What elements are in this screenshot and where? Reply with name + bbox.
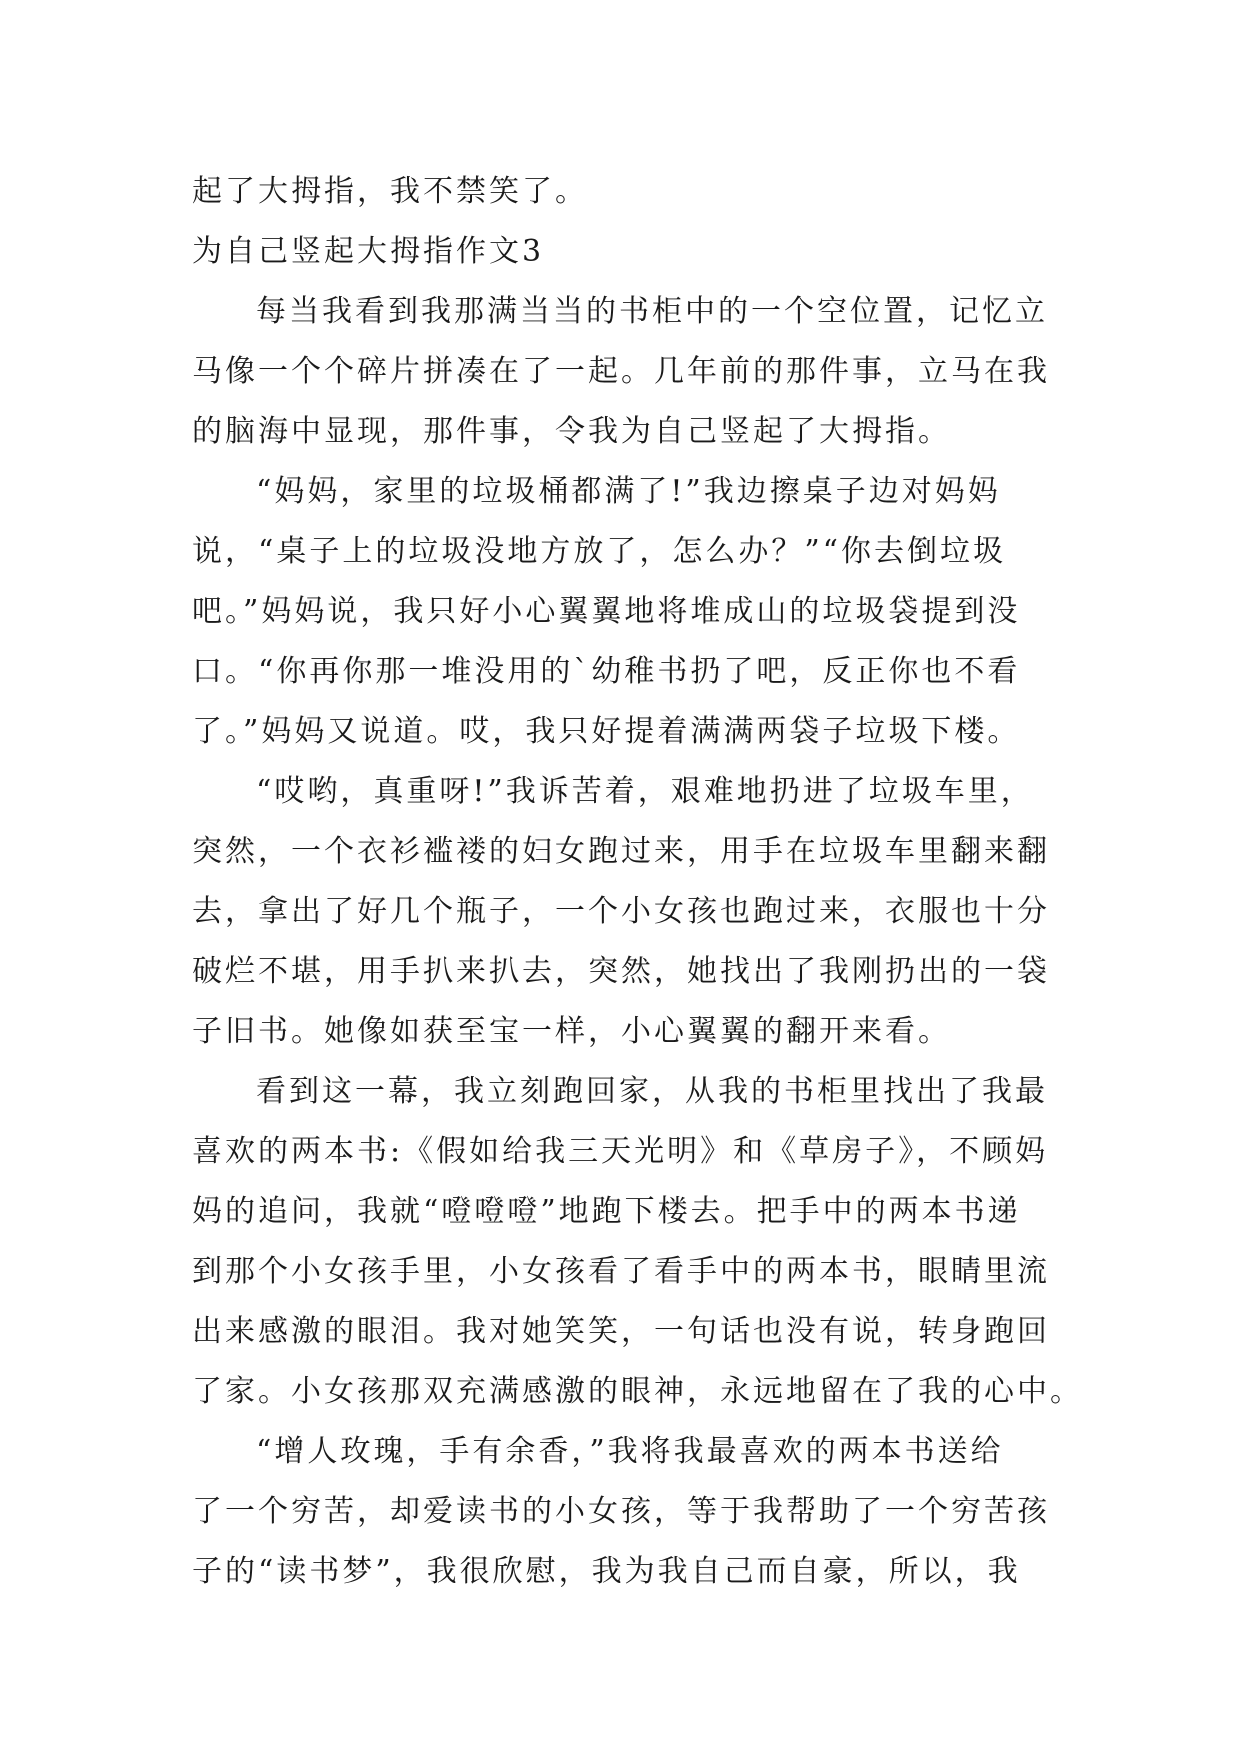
text-line: 出来感激的眼泪。我对她笑笑，一句话也没有说，转身跑回 — [192, 1314, 1050, 1349]
text-line: 突然，一个衣衫褴褛的妇女跑过来，用手在垃圾车里翻来翻 — [192, 834, 1050, 869]
text-line: “妈妈，家里的垃圾桶都满了!”我边擦桌子边对妈妈 — [256, 474, 1001, 509]
text-line: 马像一个个碎片拼凑在了一起。几年前的那件事，立马在我 — [192, 354, 1050, 389]
text-line: 看到这一幕，我立刻跑回家，从我的书柜里找出了我最 — [256, 1074, 1048, 1109]
text-line: 每当我看到我那满当当的书柜中的一个空位置，记忆立 — [256, 294, 1048, 329]
text-line: 了。”妈妈又说道。哎，我只好提着满满两袋子垃圾下楼。 — [192, 714, 1021, 749]
text-line: 到那个小女孩手里，小女孩看了看手中的两本书，眼睛里流 — [192, 1254, 1050, 1289]
text-line: 吧。”妈妈说，我只好小心翼翼地将堆成山的垃圾袋提到没 — [192, 594, 1021, 629]
text-line: 破烂不堪，用手扒来扒去，突然，她找出了我刚扔出的一袋 — [192, 954, 1050, 989]
text-line: 去，拿出了好几个瓶子，一个小女孩也跑过来，衣服也十分 — [192, 894, 1050, 929]
essay-body — [192, 162, 1083, 1602]
text-line: 子的“读书梦”，我很欣慰，我为我自己而自豪，所以，我 — [192, 1554, 1021, 1589]
text-line: 子旧书。她像如获至宝一样，小心翼翼的翻开来看。 — [192, 1014, 951, 1049]
text-line: 喜欢的两本书:《假如给我三天光明》和《草房子》，不顾妈 — [192, 1134, 1049, 1169]
text-line: 起了大拇指，我不禁笑了。 — [192, 174, 588, 209]
text-line: 了家。小女孩那双充满感激的眼神，永远地留在了我的心中。 — [192, 1374, 1083, 1409]
text-line: 妈的追问，我就“噔噔噔”地跑下楼去。把手中的两本书递 — [192, 1194, 1021, 1229]
text-line: 说，“桌子上的垃圾没地方放了，怎么办？”“你去倒垃圾 — [192, 534, 1007, 569]
text-line: “增人玫瑰，手有余香，”我将我最喜欢的两本书送给 — [256, 1434, 1004, 1469]
text-line: 了一个穷苦，却爱读书的小女孩，等于我帮助了一个穷苦孩 — [192, 1494, 1050, 1529]
text-line: “哎哟，真重呀!”我诉苦着，艰难地扔进了垃圾车里， — [256, 774, 1034, 809]
text-line: 的脑海中显现，那件事，令我为自己竖起了大拇指。 — [192, 414, 951, 449]
text-line: 口。“你再你那一堆没用的`幼稚书扔了吧，反正你也不看 — [192, 654, 1021, 689]
essay-title: 为自己竖起大拇指作文3 — [192, 234, 545, 269]
